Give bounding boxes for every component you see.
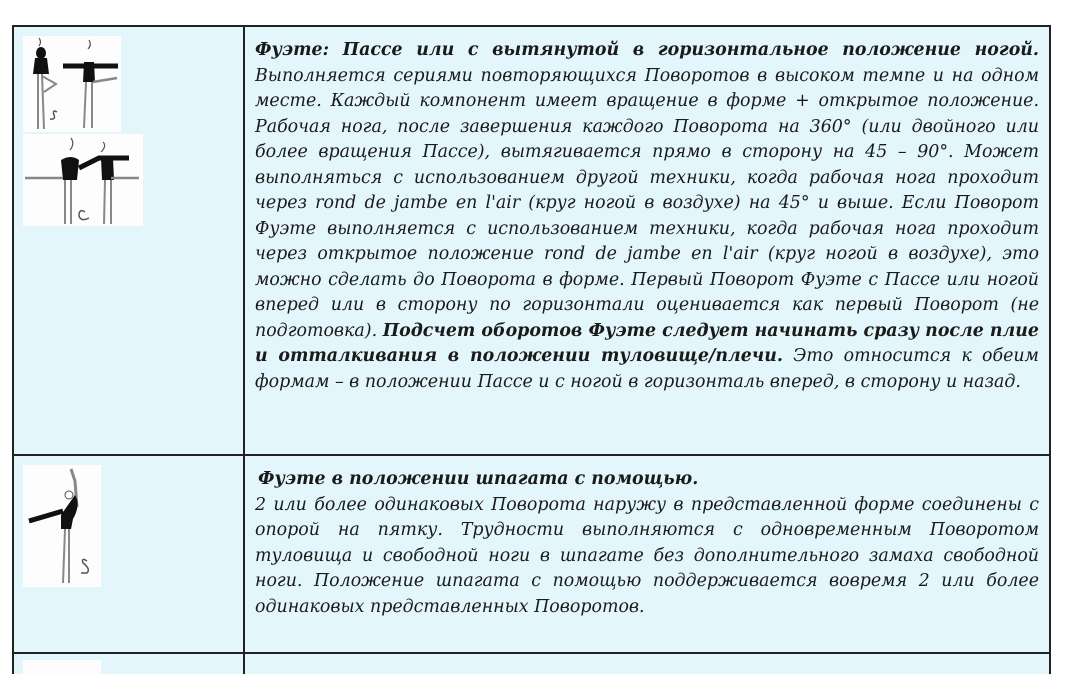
- elements-table: [12, 25, 1051, 674]
- element-title: Фуэте в положении шпагата с помощью.: [258, 469, 699, 489]
- description-text: Это относится к обеим формам – в положении Пассе и с ногой в горизонталь вперед, в сторону и назад.: [255, 346, 1039, 392]
- element-description: [245, 654, 1049, 674]
- description-text: Выполняется сериями повторяющихся Поворотов в высоком темпе и на одном месте. Каждый компонент имеет вращение в форме + открытое положение. Рабочая нога, после завершения каждого Поворота на 360° (или двойного или более вращения Пассе), вытягивается прямо в сторону на 45 – 90°. Может выполняться с использованием другой техники, когда рабочая нога проходит через rond de jambe en l'air (круг ногой в воздухе) на 45° и выше. Если Поворот Фуэте выполняется с использованием техники, когда рабочая нога проходит через открытое положение rond de jambe en l'air (круг ногой в воздухе), это можно сделать до Поворота в форме. Первый Поворот Фуэте с Пассе или ногой вперед или в сторону по горизонтали оценивается как первый Поворот (не подготовка).: [255, 65, 1039, 341]
- table-row: [14, 27, 1049, 456]
- element-description: [245, 456, 1049, 652]
- table-row: [14, 456, 1049, 654]
- extended-fouette-figure-icon: [23, 134, 143, 226]
- figure-cell: [14, 654, 245, 674]
- passe-fouette-figure-icon: [23, 36, 121, 132]
- description-bold-note: Подсчет оборотов Фуэте следует начинать сразу после плие и отталкивания в положении туловище/плечи.: [255, 320, 1039, 366]
- table-row: [14, 654, 1049, 674]
- element-description: [245, 27, 1049, 454]
- figure-icon: [23, 660, 101, 674]
- element-title: Фуэте: Пассе или с вытянутой в горизонтальное положение ногой.: [255, 40, 1039, 60]
- figure-cell: [14, 456, 245, 652]
- figure-cell: [14, 27, 245, 454]
- split-fouette-figure-icon: [23, 465, 101, 587]
- description-text: 2 или более одинаковых Поворота наружу в представленной форме соединены с опорой на пятку. Трудности выполняются с одновременным Поворотом туловища и свободной ноги в шпагате без дополнительного замаха свободной ноги. Положение шпагата с помощью поддерживается вовремя 2 или более одинаковых представленных Поворотов.: [255, 494, 1039, 617]
